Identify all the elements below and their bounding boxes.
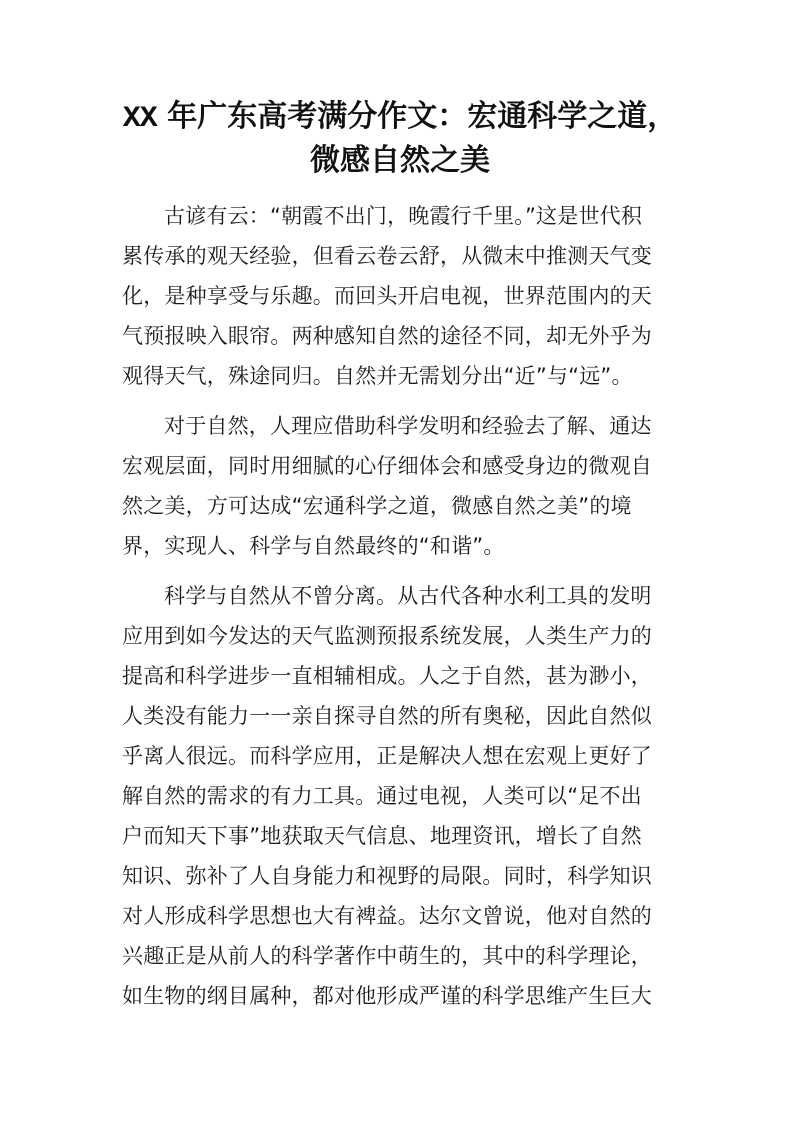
title-year-placeholder: XX [122,102,157,136]
paragraph-3 [122,576,682,1016]
text-line: 气预报映入眼帘。两种感知自然的途径不同，却无外乎为 [122,324,652,348]
text-line: 累传承的观天经验，但看云卷云舒，从微末中推测天气变 [122,244,652,268]
text-line: 观得天气，殊途同归。自然并无需划分出“近”与“远”。 [122,364,633,388]
text-line: 化，是种享受与乐趣。而回头开启电视，世界范围内的天 [122,284,652,308]
document-title [100,96,700,182]
text-line: 兴趣正是从前人的科学著作中萌生的，其中的科学理论， [122,944,652,968]
text-line: 对于自然，人理应借助科学发明和经验去了解、通达 [164,414,652,438]
paragraph-2 [122,406,682,566]
text-line: 然之美，方可达成“宏通科学之道，微感自然之美”的境 [122,494,632,518]
text-line: 人类没有能力一一亲自探寻自然的所有奥秘，因此自然似 [122,704,652,728]
text-line: 乎离人很远。而科学应用，正是解决人想在宏观上更好了 [122,744,652,768]
document-body [122,196,682,1026]
text-line: 户而知天下事”地获取天气信息、地理资讯，增长了自然 [122,824,642,848]
text-line: 如生物的纲目属种，都对他形成严谨的科学思维产生巨大 [122,984,652,1008]
paragraph-1 [122,196,682,396]
text-line: 提高和科学进步一直相辅相成。人之于自然，甚为渺小， [122,664,652,688]
text-line: 对人形成科学思想也大有裨益。达尔文曾说，他对自然的 [122,904,652,928]
text-line: 宏观层面，同时用细腻的心仔细体会和感受身边的微观自 [122,454,652,478]
text-line: 应用到如今发达的天气监测预报系统发展，人类生产力的 [122,624,652,648]
title-line-1-text: 年广东高考满分作文：宏通科学之道， [156,99,678,134]
text-line: 知识、弥补了人自身能力和视野的局限。同时，科学知识 [122,864,652,888]
title-line-1 [100,96,700,140]
title-line-2: 微感自然之美 [310,143,490,178]
text-line: 解自然的需求的有力工具。通过电视，人类可以“足不出 [122,784,642,808]
text-line: 科学与自然从不曾分离。从古代各种水利工具的发明 [164,584,652,608]
text-line: 界，实现人、科学与自然最终的“和谐”。 [122,534,505,558]
text-line: 古谚有云：“朝霞不出门，晚霞行千里。”这是世代积 [164,204,643,228]
